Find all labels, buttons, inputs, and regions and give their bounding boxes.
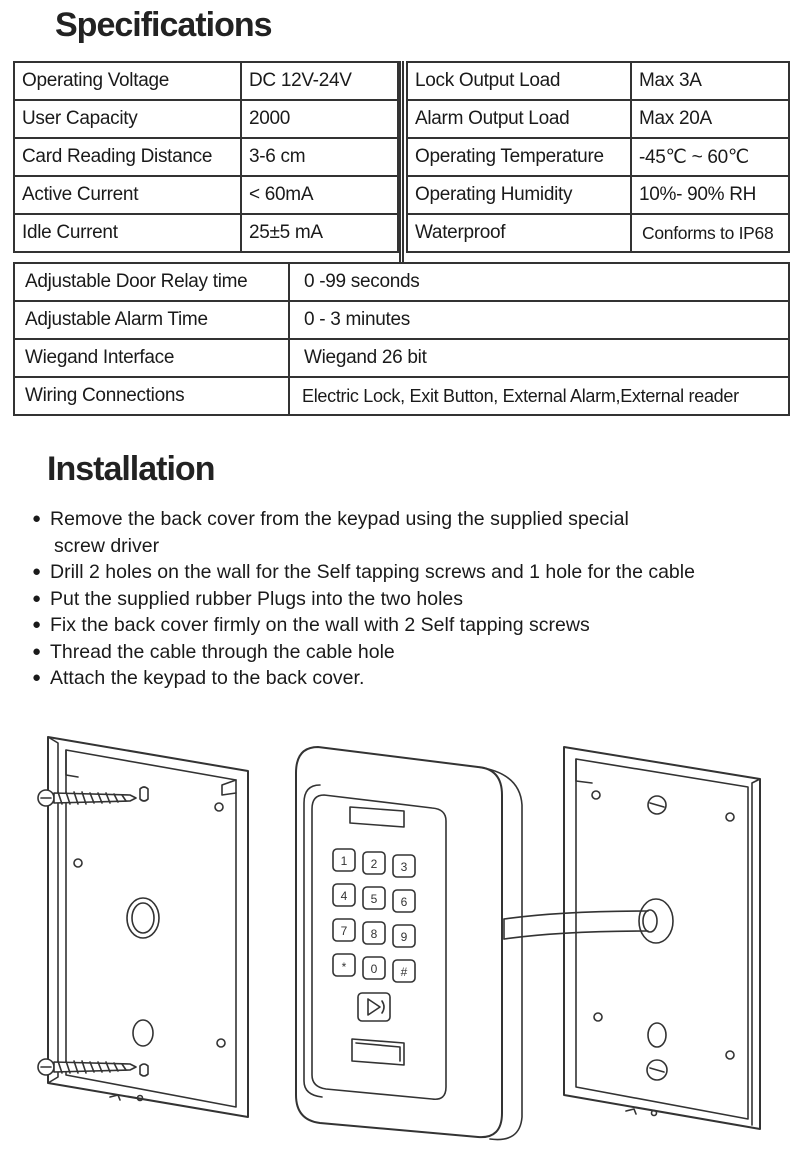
key-6 bbox=[393, 890, 415, 912]
spec-label: Lock Output Load bbox=[407, 62, 631, 100]
spec-label: Adjustable Door Relay time bbox=[14, 263, 289, 301]
table-row bbox=[14, 263, 789, 301]
spec-value: DC 12V-24V bbox=[241, 62, 398, 100]
spec-label: Operating Temperature bbox=[407, 138, 631, 176]
svg-text:*: * bbox=[341, 960, 347, 974]
list-item bbox=[32, 533, 695, 560]
list-item bbox=[32, 559, 695, 586]
spec-label: Alarm Output Load bbox=[407, 100, 631, 138]
key-1 bbox=[333, 849, 355, 871]
back-cover-right bbox=[564, 747, 760, 1129]
spec-value: 0 -99 seconds bbox=[289, 263, 789, 301]
key-0 bbox=[363, 957, 385, 979]
spec-label: Card Reading Distance bbox=[14, 138, 241, 176]
card-reader-icon bbox=[358, 993, 390, 1021]
list-item bbox=[32, 612, 695, 639]
spec-label: Wiring Connections bbox=[14, 377, 289, 415]
list-item bbox=[32, 586, 695, 613]
table-row bbox=[14, 301, 789, 339]
cable bbox=[504, 910, 657, 939]
key-4 bbox=[333, 884, 355, 906]
svg-text:9: 9 bbox=[400, 930, 408, 944]
step-text: Attach the keypad to the back cover. bbox=[50, 667, 365, 689]
spec-label: Adjustable Alarm Time bbox=[14, 301, 289, 339]
svg-text:6: 6 bbox=[400, 895, 408, 909]
table-row bbox=[407, 138, 789, 176]
bullet-icon: ● bbox=[32, 616, 42, 633]
svg-text:8: 8 bbox=[370, 927, 378, 941]
table-row bbox=[14, 339, 789, 377]
spec-label: Operating Humidity bbox=[407, 176, 631, 214]
spec-value: 10%- 90% RH bbox=[631, 176, 789, 214]
spec-value: 3-6 cm bbox=[241, 138, 398, 176]
specifications-title: Specifications bbox=[55, 6, 272, 44]
key-8 bbox=[363, 922, 385, 944]
table-row bbox=[14, 62, 398, 100]
keypad-keys bbox=[333, 849, 415, 982]
spec-value: 25±5 mA bbox=[241, 214, 398, 252]
key-3 bbox=[393, 855, 415, 877]
table-row bbox=[14, 176, 398, 214]
bullet-icon: ● bbox=[32, 563, 42, 580]
svg-text:#: # bbox=[400, 965, 408, 979]
key-hash bbox=[393, 960, 415, 982]
spec-label: Idle Current bbox=[14, 214, 241, 252]
step-text: Remove the back cover from the keypad using the supplied special bbox=[50, 508, 629, 530]
keypad-device bbox=[296, 747, 522, 1140]
step-text: Thread the cable through the cable hole bbox=[50, 640, 395, 663]
svg-text:7: 7 bbox=[340, 924, 348, 938]
svg-text:5: 5 bbox=[370, 892, 378, 906]
spec-value: Max 20A bbox=[631, 100, 789, 138]
screw-icon bbox=[38, 1059, 136, 1075]
table-row bbox=[407, 62, 789, 100]
spec-value: -45℃ ~ 60℃ bbox=[631, 138, 789, 176]
spec-label: Waterproof bbox=[407, 214, 631, 252]
installation-steps bbox=[32, 506, 695, 692]
table-row bbox=[407, 176, 789, 214]
spec-value: Max 3A bbox=[631, 62, 789, 100]
list-item bbox=[32, 506, 695, 533]
key-5 bbox=[363, 887, 385, 909]
table-divider bbox=[399, 61, 404, 262]
spec-value: < 60mA bbox=[241, 176, 398, 214]
step-text: Drill 2 holes on the wall for the Self tapping screws and 1 hole for the cable bbox=[50, 561, 695, 583]
spec-table-bottom bbox=[13, 262, 790, 416]
step-text: Fix the back cover firmly on the wall with 2 Self tapping screws bbox=[50, 614, 590, 636]
spec-value: Wiegand 26 bit bbox=[289, 339, 789, 377]
screw-icon bbox=[38, 790, 136, 806]
spec-table-right bbox=[406, 61, 790, 253]
list-item bbox=[32, 639, 695, 666]
list-item bbox=[32, 665, 695, 692]
spec-label: Active Current bbox=[14, 176, 241, 214]
spec-table-left bbox=[13, 61, 399, 253]
step-text: Put the supplied rubber Plugs into the two holes bbox=[50, 587, 464, 610]
spec-value: 0 - 3 minutes bbox=[289, 301, 789, 339]
table-row bbox=[407, 100, 789, 138]
table-row bbox=[14, 377, 789, 415]
step-text: screw driver bbox=[54, 534, 160, 557]
installation-illustration bbox=[0, 725, 800, 1165]
svg-text:3: 3 bbox=[400, 860, 408, 874]
table-row bbox=[407, 214, 789, 252]
svg-text:4: 4 bbox=[340, 889, 348, 903]
svg-text:0: 0 bbox=[370, 962, 378, 976]
installation-title: Installation bbox=[47, 450, 215, 488]
bullet-icon: ● bbox=[32, 642, 42, 660]
bullet-icon: ● bbox=[32, 510, 42, 527]
key-9 bbox=[393, 925, 415, 947]
spec-value: Conforms to IP68 bbox=[631, 214, 789, 252]
key-star bbox=[333, 954, 355, 976]
table-row bbox=[14, 214, 398, 252]
table-row bbox=[14, 138, 398, 176]
svg-text:1: 1 bbox=[340, 854, 348, 868]
spec-label: Wiegand Interface bbox=[14, 339, 289, 377]
bullet-icon: ● bbox=[32, 589, 42, 607]
spec-value: 2000 bbox=[241, 100, 398, 138]
key-2 bbox=[363, 852, 385, 874]
bullet-icon: ● bbox=[32, 669, 42, 686]
spec-value: Electric Lock, Exit Button, External Alarm,External reader bbox=[289, 377, 789, 415]
key-7 bbox=[333, 919, 355, 941]
table-row bbox=[14, 100, 398, 138]
svg-text:2: 2 bbox=[370, 857, 378, 871]
spec-label: User Capacity bbox=[14, 100, 241, 138]
spec-label: Operating Voltage bbox=[14, 62, 241, 100]
